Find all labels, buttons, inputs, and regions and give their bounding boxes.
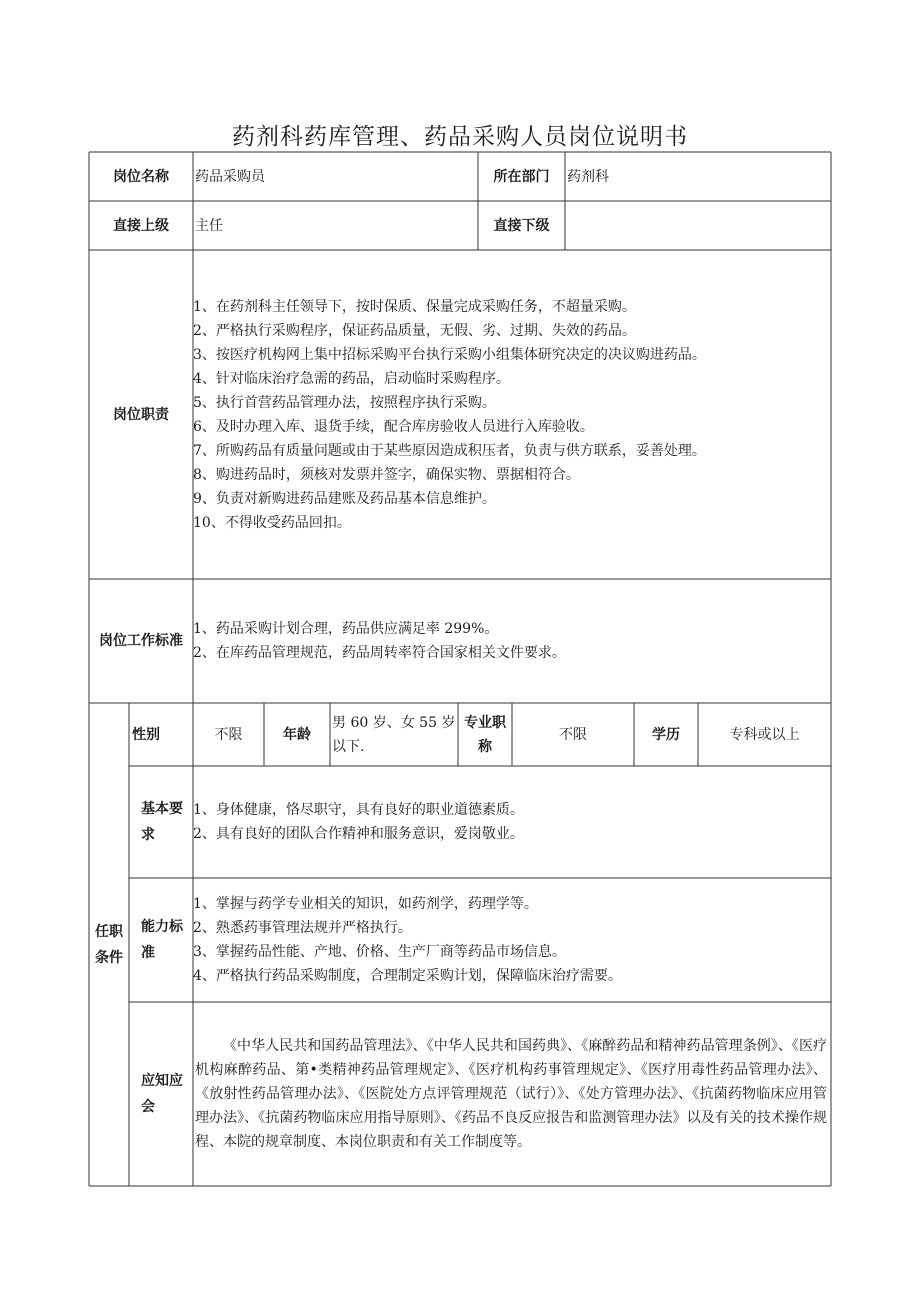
value-gender: 不限 (214, 726, 243, 743)
label-education: 学历 (652, 726, 680, 743)
list-item: 5、执行首营药品管理办法，按照程序执行采购。 (193, 394, 496, 411)
label-age: 年龄 (283, 726, 311, 743)
label-professional-title: 专业职称 (464, 714, 506, 755)
list-item: 7、所购药品有质量问题或由于某些原因造成积压者，负责与供方联系，妥善处理。 (193, 442, 706, 459)
value-direct-superior: 主任 (195, 217, 223, 234)
label-ability-standards: 能力标准 (141, 919, 183, 961)
label-qualifications: 任职条件 (95, 923, 123, 966)
value-professional-title: 不限 (559, 726, 587, 743)
value-position-name: 药品采购员 (195, 168, 265, 185)
list-item: 3、掌握药品性能、产地、价格、生产厂商等药品市场信息。 (193, 944, 566, 960)
standards-list (193, 579, 829, 703)
list-item: 1、药品采购计划合理，药品供应满足率 299%。 (193, 621, 499, 637)
list-item: 2、具有良好的团队合作精神和服务意识，爱岗敬业。 (193, 826, 524, 842)
label-position-name: 岗位名称 (113, 168, 169, 185)
list-item: 1、掌握与药学专业相关的知识，如药剂学，药理学等。 (193, 896, 538, 912)
page-title: 药剂科药库管理、药品采购人员岗位说明书 (232, 124, 688, 150)
list-item: 2、熟悉药事管理法规并严格执行。 (193, 920, 412, 936)
label-department: 所在部门 (493, 168, 550, 185)
label-duties: 岗位职责 (113, 406, 169, 423)
list-item: 9、负责对新购进药品建账及药品基本信息维护。 (193, 490, 496, 507)
label-work-standards: 岗位工作标准 (99, 633, 183, 649)
value-education: 专科或以上 (729, 726, 800, 743)
list-item: 10、不得收受药品回扣。 (193, 514, 351, 531)
list-item: 4、严格执行药品采购制度，合理制定采购计划，保障临床治疗需要。 (193, 968, 622, 984)
value-direct-subordinate (567, 201, 827, 250)
list-item: 6、及时办理入库、退货手续，配合库房验收人员进行入库验收。 (193, 418, 594, 435)
list-item: 4、针对临床治疗急需的药品，启动临时采购程序。 (193, 370, 510, 387)
value-department: 药剂科 (567, 168, 609, 185)
label-gender: 性别 (132, 726, 160, 743)
list-item: 1、身体健康，恪尽职守，具有良好的职业道德素质。 (193, 802, 524, 818)
list-item: 3、按医疗机构网上集中招标采购平台执行采购小组集体研究决定的决议购进药品。 (193, 346, 706, 363)
value-age: 男 60 岁、女 55 岁以下. (332, 714, 456, 755)
label-basic-requirements: 基本要求 (141, 801, 183, 843)
required-knowledge-text: 《中华人民共和国药品管理法》、《中华人民共和国药典》、《麻醉药品和精神药品管理条例》、《医疗机构麻醉药品、第•类精神药品管理规定》、《医疗机构药事管理规定》、《医疗用毒性药品管理办法》、《放射性药品管理办法》、《医院处方点评管理规范（试行）》、《处方管理办法》、《抗菌药物临床应用管理办法》、《抗菌药物临床应用指导原则》、《药品不良反应报告和监测管理办法》以及有关的技术操作规程、本院的规章制度、本岗位职责和有关工作制度等。 (195, 1038, 827, 1150)
label-direct-superior: 直接上级 (113, 217, 169, 234)
list-item: 1、在药剂科主任领导下，按时保质、保量完成采购任务，不超量采购。 (193, 298, 636, 315)
list-item: 8、购进药品时，须核对发票并签字，确保实物、票据相符合。 (193, 466, 580, 483)
label-direct-subordinate: 直接下级 (493, 217, 550, 234)
ability-standards-list (193, 878, 829, 1002)
label-required-knowledge: 应知应会 (141, 1073, 183, 1115)
list-item: 2、严格执行采购程序，保证药品质量，无假、劣、过期、失效的药品。 (193, 322, 636, 339)
duties-list (193, 250, 829, 579)
basic-requirements-list (193, 766, 829, 878)
list-item: 2、在库药品管理规范，药品周转率符合国家相关文件要求。 (193, 645, 566, 661)
